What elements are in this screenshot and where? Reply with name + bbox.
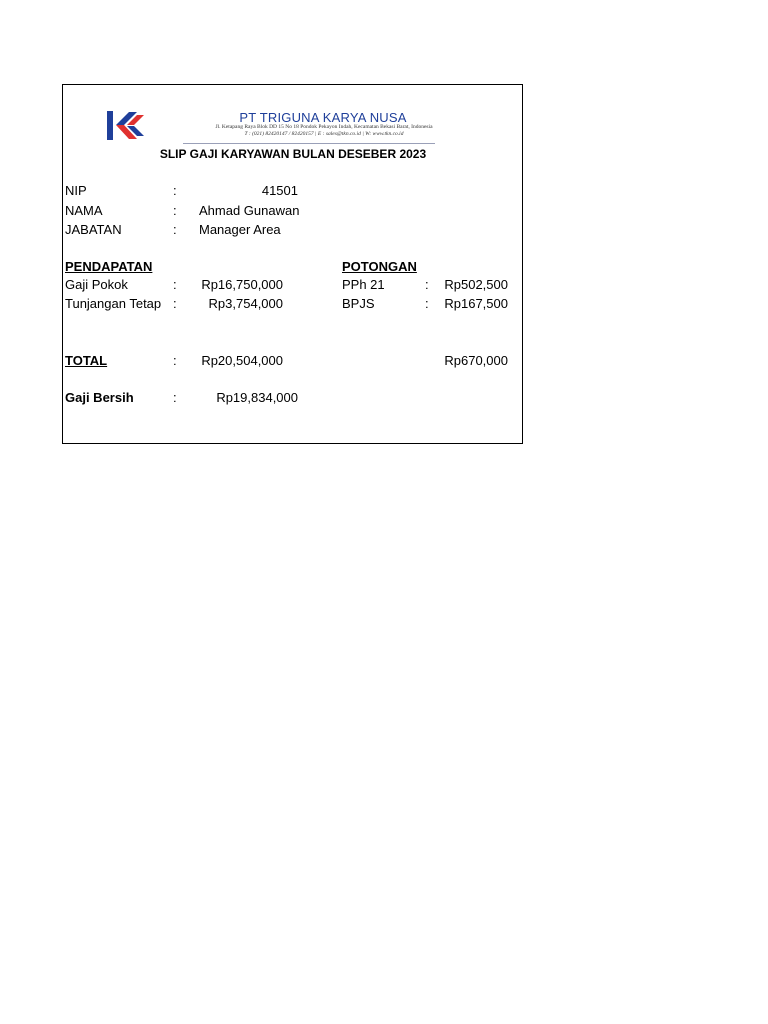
income-basic-separator: : (173, 277, 177, 292)
deduction-tax-label: PPh 21 (342, 277, 385, 292)
income-allowance-value: Rp3,754,000 (208, 296, 283, 311)
company-address: Jl. Ketapang Raya Blok DD 15 No 18 Pondok Pekayon Indah, Kecamatan Bekasi Barat, Indonesia (215, 124, 433, 130)
total-income-value: Rp20,504,000 (201, 353, 283, 368)
total-separator: : (173, 353, 177, 368)
income-allowance-label: Tunjangan Tetap (65, 296, 162, 311)
deduction-tax-separator: : (425, 277, 429, 292)
header-divider (183, 143, 435, 144)
deduction-tax-value: Rp502,500 (444, 277, 508, 292)
position-separator: : (173, 222, 177, 237)
income-heading: PENDAPATAN (65, 259, 153, 274)
deduction-bpjs-label: BPJS (342, 296, 375, 311)
company-logo-icon (107, 109, 145, 142)
net-salary-label: Gaji Bersih (65, 390, 134, 405)
nip-value: 41501 (261, 183, 298, 198)
name-value: Ahmad Gunawan (199, 203, 300, 218)
income-basic-value: Rp16,750,000 (201, 277, 283, 292)
name-label: NAMA (65, 203, 103, 218)
net-salary-separator: : (173, 390, 177, 405)
company-name: PT TRIGUNA KARYA NUSA (239, 110, 407, 125)
position-value: Manager Area (199, 222, 281, 237)
deduction-heading: POTONGAN (342, 259, 417, 274)
nip-label: NIP (65, 183, 87, 198)
total-deduction-value: Rp670,000 (444, 353, 508, 368)
deduction-bpjs-separator: : (425, 296, 429, 311)
nip-separator: : (173, 183, 177, 198)
deduction-bpjs-value: Rp167,500 (444, 296, 508, 311)
income-basic-label: Gaji Pokok (65, 277, 128, 292)
net-salary-value: Rp19,834,000 (216, 390, 298, 405)
total-label: TOTAL (65, 353, 108, 368)
position-label: JABATAN (65, 222, 122, 237)
company-contact: T : (021) 82420147 / 82420157 | E : sales@tkn.co.id | W: www.tkn.co.id (244, 131, 404, 137)
slip-title: SLIP GAJI KARYAWAN BULAN DESEBER 2023 (159, 147, 427, 161)
name-separator: : (173, 203, 177, 218)
income-allowance-separator: : (173, 296, 177, 311)
salary-slip (62, 84, 523, 444)
